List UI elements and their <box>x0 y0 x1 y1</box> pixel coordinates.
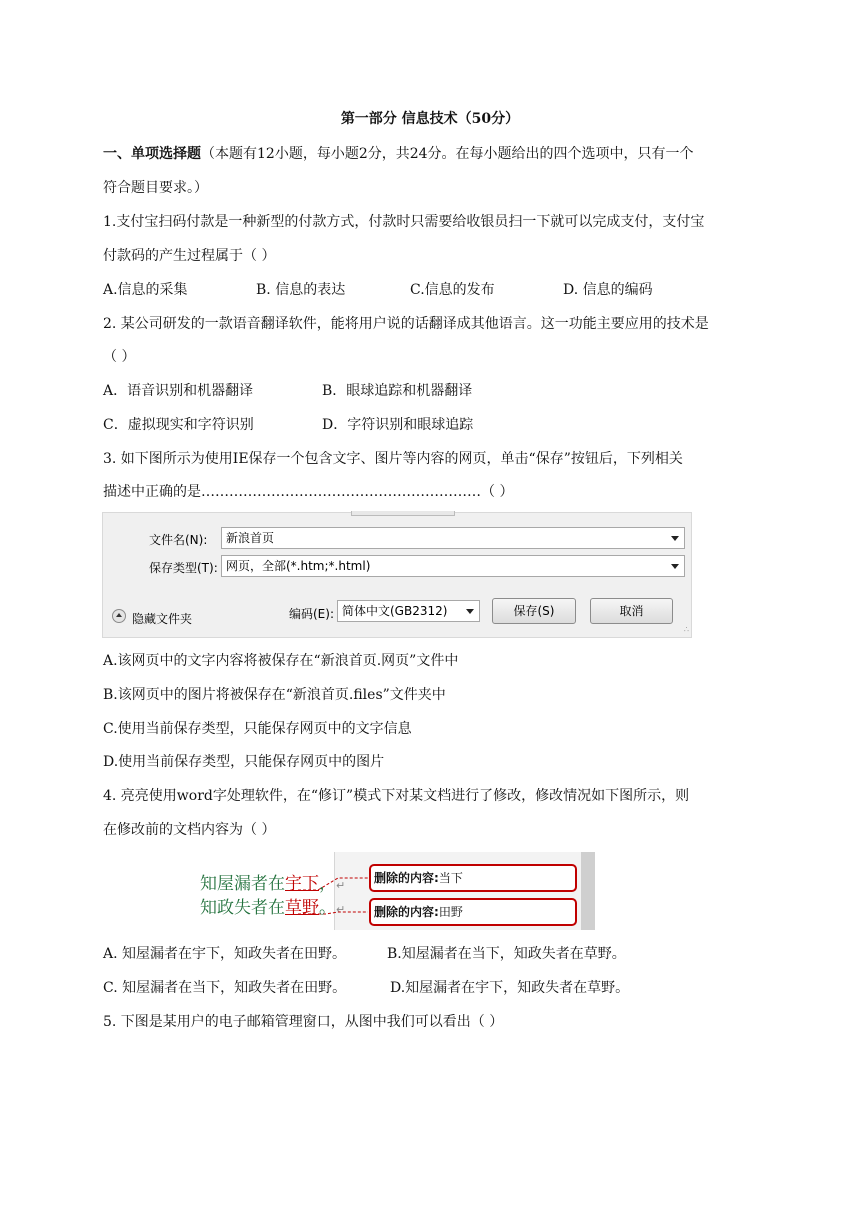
save-type-select[interactable] <box>221 555 685 577</box>
save-type-value: 网页，全部(*.htm;*.html) <box>226 559 371 573</box>
plain-text: 。 <box>319 898 336 918</box>
cancel-button[interactable]: 取消 <box>590 598 673 624</box>
section-heading: 一、单项选择题 <box>103 146 201 162</box>
collapse-arrow-icon[interactable] <box>112 609 126 623</box>
q2-option-d: D．字符识别和眼球追踪 <box>322 417 474 433</box>
filename-label: 文件名(N): <box>149 533 208 547</box>
paragraph-mark-icon: ↵ <box>336 879 346 892</box>
resize-grip-icon[interactable]: ∴ <box>683 625 688 634</box>
q5-stem-line1: 5. 下图是某用户的电子邮箱管理窗口，从图中我们可以看出（ ） <box>103 1014 504 1030</box>
encoding-label: 编码(E): <box>289 607 334 621</box>
q2-option-b: B．眼球追踪和机器翻译 <box>322 383 473 399</box>
section-instruction-line1 <box>103 144 694 164</box>
encoding-value: 简体中文(GB2312) <box>342 604 448 618</box>
inserted-text: 草野 <box>285 898 319 918</box>
q3-stem-line2: 描述中正确的是……………………………………………………（ ） <box>103 484 514 500</box>
chevron-down-icon[interactable] <box>466 609 474 614</box>
save-button[interactable]: 保存(S) <box>492 598 576 624</box>
q2-option-a: A．语音识别和机器翻译 <box>103 383 254 399</box>
filename-value: 新浪首页 <box>226 531 275 545</box>
section-instruction: （本题有12小题，每小题2分，共24分。在每小题给出的四个选项中，只有一个 <box>201 146 694 162</box>
q4-option-c: C. 知屋漏者在当下，知政失者在田野。 <box>103 980 347 996</box>
q2-option-c: C．虚拟现实和字符识别 <box>103 417 254 433</box>
q4-option-b: B.知屋漏者在当下，知政失者在草野。 <box>387 946 626 962</box>
plain-text: ， <box>319 874 336 894</box>
q3-option-c: C.使用当前保存类型，只能保存网页中的文字信息 <box>103 721 412 737</box>
chevron-down-icon[interactable] <box>671 564 679 569</box>
section-instruction-line2: 符合题目要求。） <box>103 180 208 196</box>
q2-stem-line2: （ ） <box>103 349 136 365</box>
revision-text-line1 <box>200 869 345 894</box>
q3-stem-line1: 3. 如下图所示为使用IE保存一个包含文字、图片等内容的网页，单击“保存”按钮后，下列相关 <box>103 451 683 467</box>
word-revision-figure <box>198 852 594 930</box>
q3-option-a: A.该网页中的文字内容将被保存在“新浪首页.网页”文件中 <box>103 653 459 669</box>
ie-save-dialog <box>102 512 692 638</box>
q1-option-d: D. 信息的编码 <box>563 282 653 298</box>
balloon-value: 当下 <box>438 871 463 885</box>
hide-folders-link[interactable]: 隐藏文件夹 <box>132 612 193 626</box>
filename-input[interactable] <box>221 527 685 549</box>
q3-option-b: B.该网页中的图片将被保存在“新浪首页.files”文件夹中 <box>103 687 446 703</box>
q3-option-d: D.使用当前保存类型，只能保存网页中的图片 <box>103 754 385 770</box>
balloon-label: 删除的内容: <box>374 871 439 885</box>
q1-option-b: B. 信息的表达 <box>256 282 346 298</box>
plain-text: 知屋漏者在 <box>200 874 285 894</box>
chevron-down-icon[interactable] <box>671 536 679 541</box>
revision-text-line2 <box>200 893 345 918</box>
inserted-text: 宇下 <box>285 874 319 894</box>
q1-stem-line1: 1.支付宝扫码付款是一种新型的付款方式，付款时只需要给收银员扫一下就可以完成支付，支付宝 <box>103 214 705 230</box>
q2-stem-line1: 2. 某公司研发的一款语音翻译软件，能将用户说的话翻译成其他语言。这一功能主要应用的技术是 <box>103 316 709 332</box>
q4-option-d: D.知屋漏者在宇下，知政失者在草野。 <box>390 980 630 996</box>
q1-option-c: C.信息的发布 <box>410 282 495 298</box>
balloon-label: 删除的内容: <box>374 905 439 919</box>
plain-text: 知政失者在 <box>200 898 285 918</box>
paragraph-mark-icon: ↵ <box>336 903 346 916</box>
q4-stem-line1: 4. 亮亮使用word字处理软件，在“修订”模式下对某文档进行了修改，修改情况如下图所示，则 <box>103 788 690 804</box>
q1-option-a: A.信息的采集 <box>103 282 188 298</box>
part-title: 第一部分 信息技术（50分） <box>340 111 520 127</box>
q1-stem-line2: 付款码的产生过程属于（ ） <box>103 248 276 264</box>
q4-stem-line2: 在修改前的文档内容为（ ） <box>103 822 276 838</box>
save-type-label: 保存类型(T): <box>149 561 218 575</box>
encoding-select[interactable] <box>337 600 480 622</box>
balloon-value: 田野 <box>438 905 463 919</box>
dialog-top-tab <box>351 511 455 516</box>
q4-option-a: A. 知屋漏者在宇下，知政失者在田野。 <box>103 946 347 962</box>
